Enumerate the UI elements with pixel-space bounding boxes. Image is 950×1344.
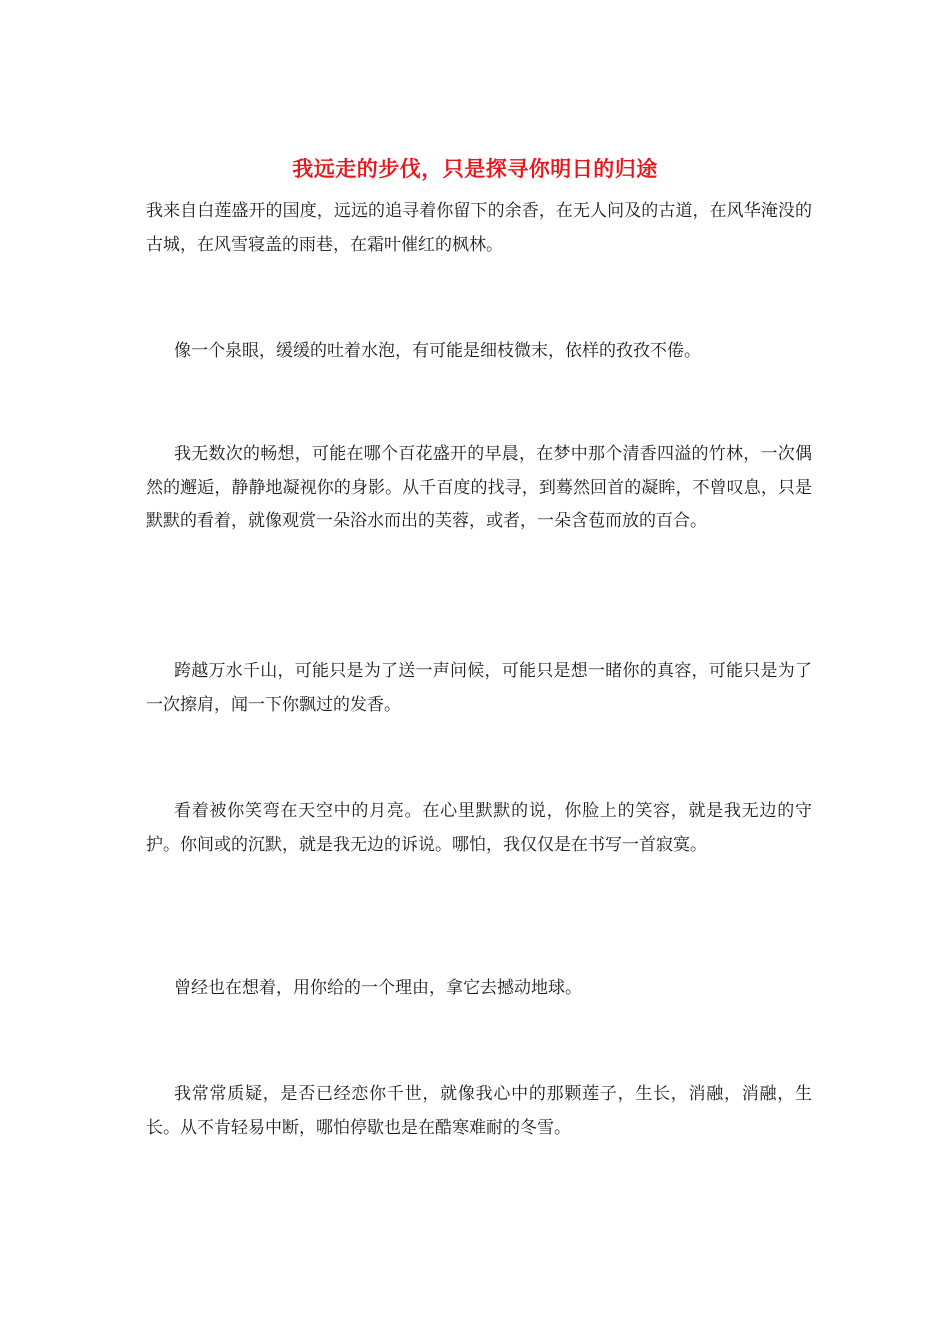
paragraph-4: 跨越万水千山，可能只是为了送一声问候，可能只是想一睹你的真容，可能只是为了一次擦肩，闻一下你飘过的发香。 <box>146 661 812 715</box>
paragraph-5: 看着被你笑弯在天空中的月亮。在心里默默的说，你脸上的笑容，就是我无边的守护。你间或的沉默，就是我无边的诉说。哪怕，我仅仅是在书写一首寂寞。 <box>146 801 812 855</box>
paragraph-3: 我无数次的畅想，可能在哪个百花盛开的早晨，在梦中那个清香四溢的竹林，一次偶然的邂逅，静静地凝视你的身影。从千百度的找寻，到蓦然回首的凝眸，不曾叹息，只是默默的看着，就像观赏一朵浴水而出的芙蓉，或者，一朵含苞而放的百合。 <box>146 444 812 531</box>
paragraph-7: 我常常质疑，是否已经恋你千世，就像我心中的那颗莲子，生长，消融，消融，生长。从不肯轻易中断，哪怕停歇也是在酷寒难耐的冬雪。 <box>146 1084 812 1138</box>
paragraph-1: 我来自白莲盛开的国度，远远的追寻着你留下的余香，在无人问及的古道，在风华淹没的古城，在风雪寝盖的雨巷，在霜叶催红的枫林。 <box>146 201 812 255</box>
paragraph-6: 曾经也在想着，用你给的一个理由，拿它去撼动地球。 <box>174 978 582 998</box>
document-title: 我远走的步伐，只是探寻你明日的归途 <box>292 156 658 181</box>
paragraph-2: 像一个泉眼，缓缓的吐着水泡，有可能是细枝微末，依样的孜孜不倦。 <box>174 341 701 361</box>
